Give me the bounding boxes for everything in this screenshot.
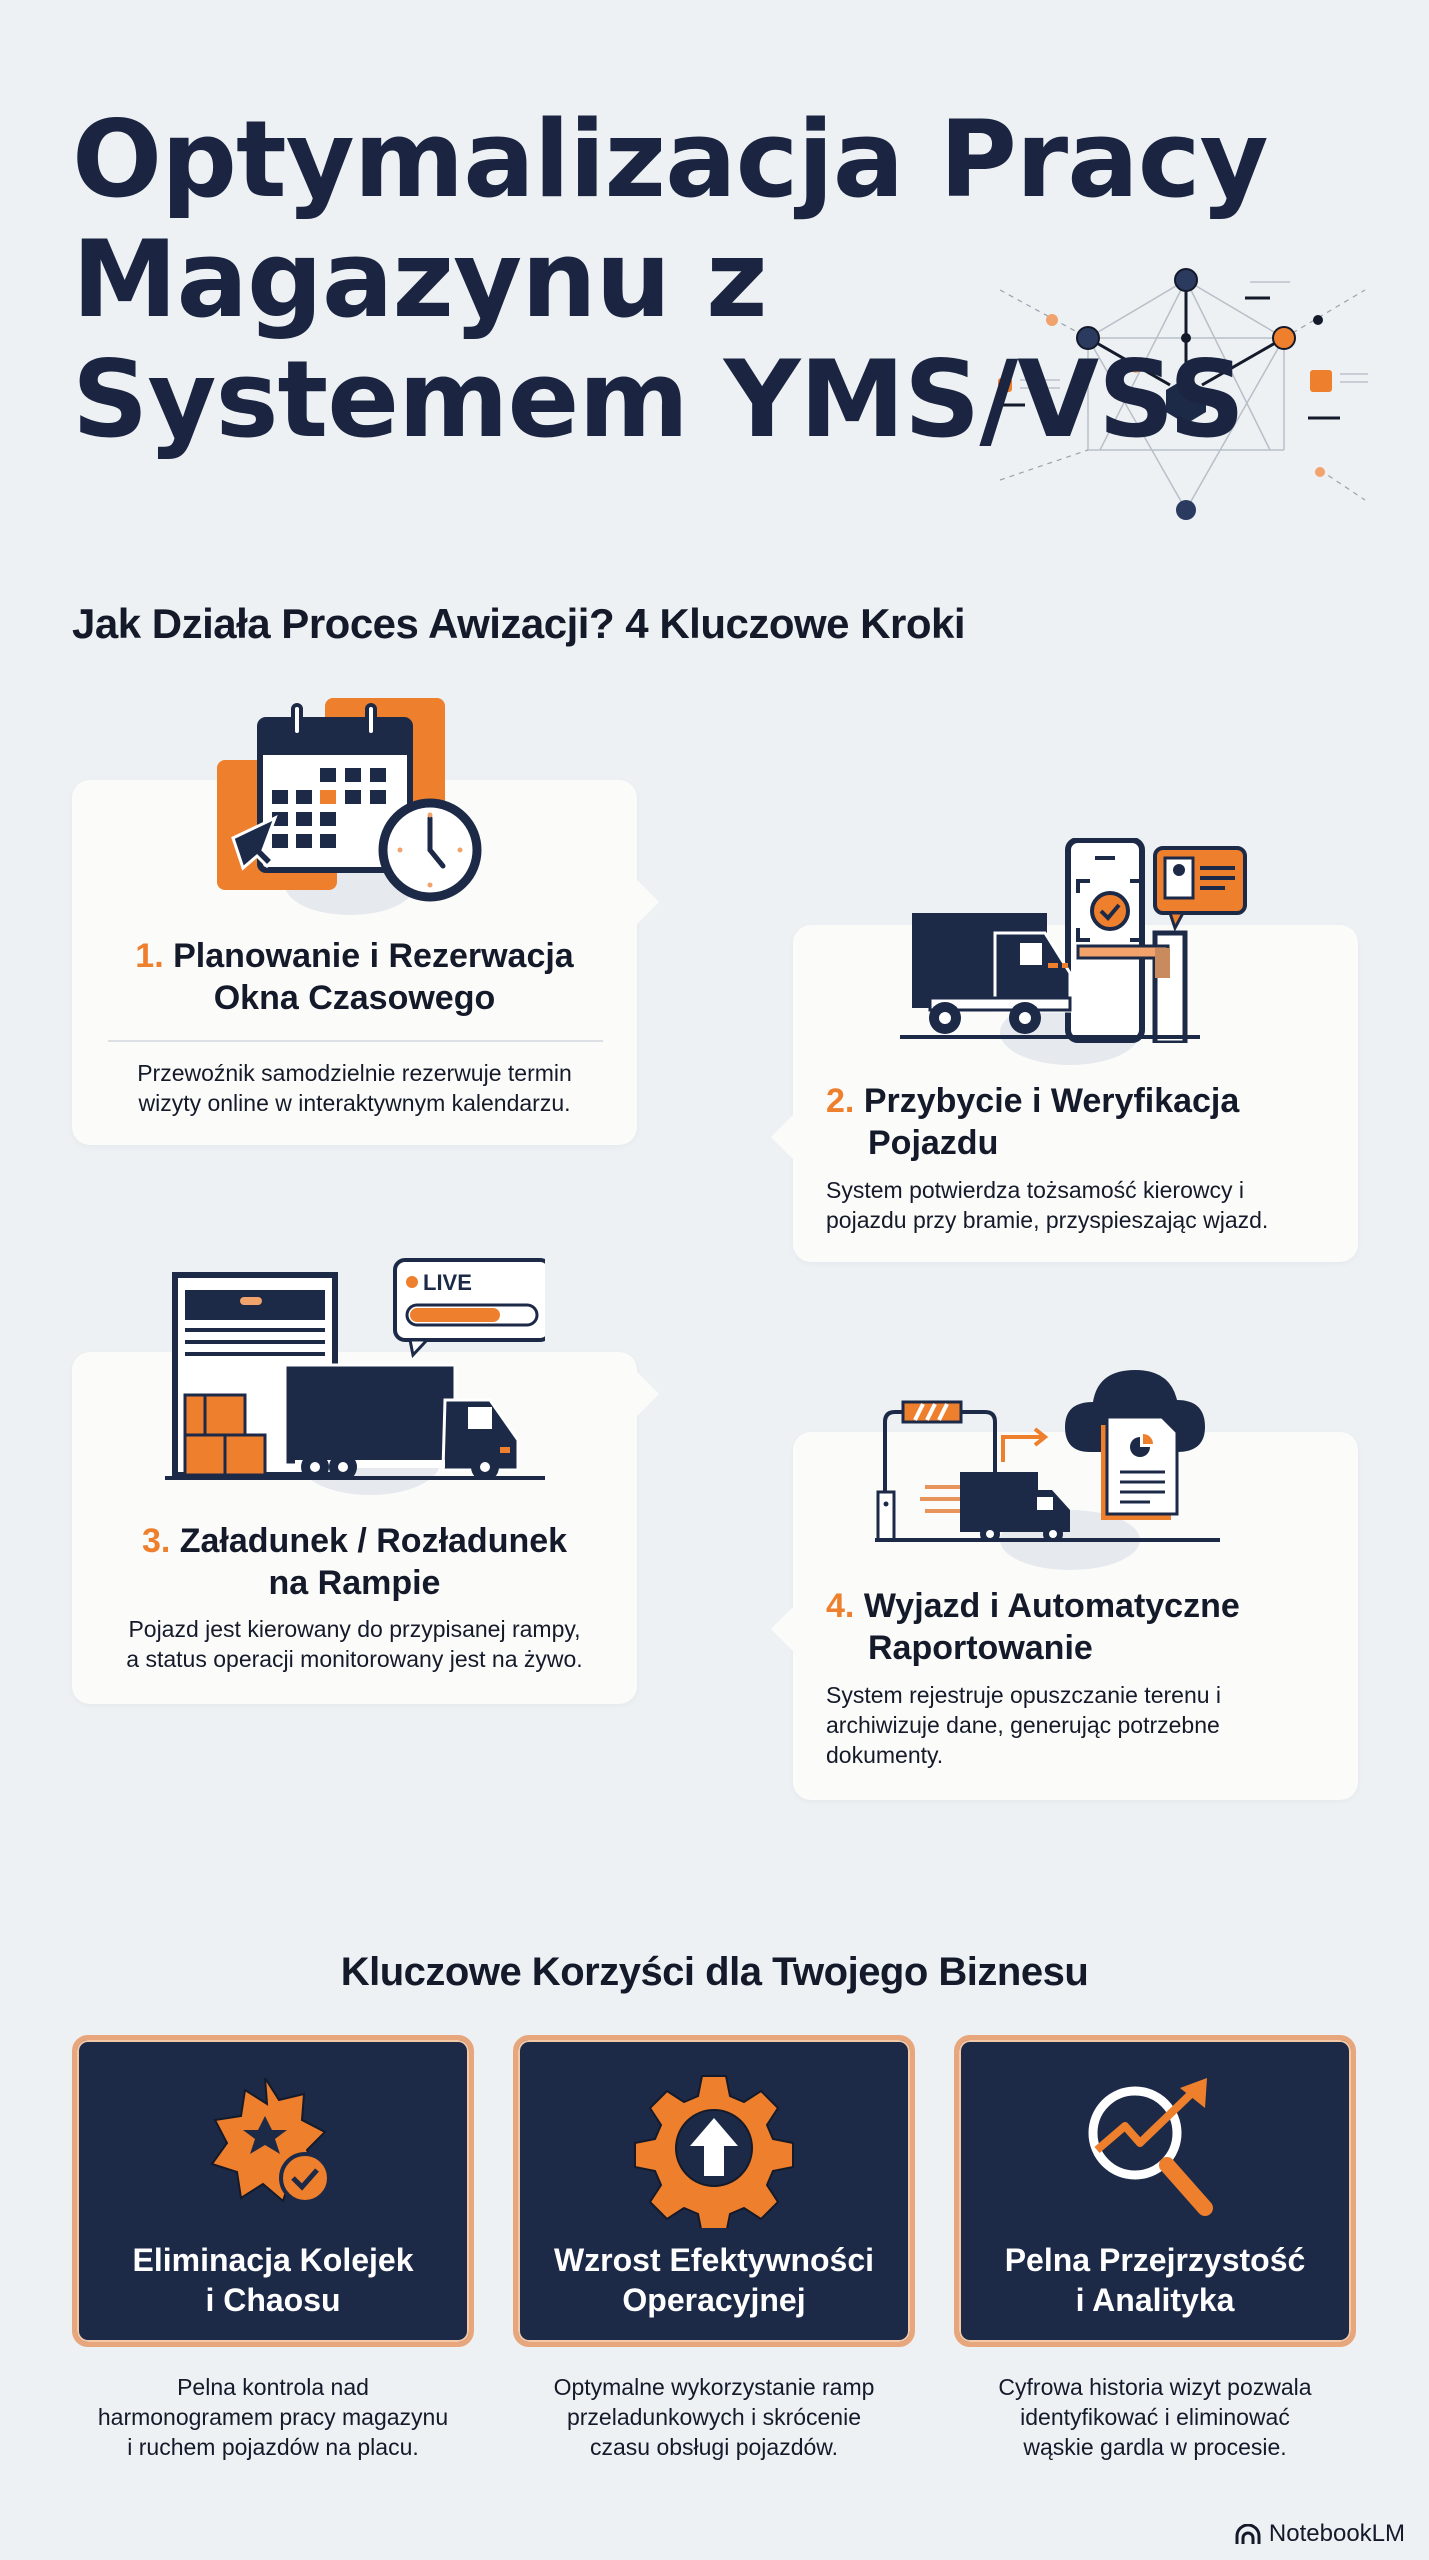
benefit-2-title: Wzrost Efektywności Operacyjnej: [553, 2242, 875, 2318]
process-section-title: Jak Działa Proces Awizacji? 4 Kluczowe Kroki: [72, 600, 966, 647]
truck-gate-verification-icon: [900, 838, 1280, 1043]
benefit-1-title: Eliminacja Kolejek i Chaosu: [132, 2242, 414, 2318]
notebooklm-brand: [1235, 2520, 1405, 2548]
benefits-section-title: Kluczowe Korzyści dla Twojego Biznesu: [340, 1950, 1089, 1994]
benefit-card-3: [954, 2035, 1356, 2347]
step-2-number: 2.: [826, 1082, 855, 1120]
benefit-2-description: Optymalne wykorzystanie ramp przeladunkowych i skrócenie czasu obsługi pojazdów.: [553, 2374, 875, 2460]
magnifier-trend-icon: [1075, 2068, 1235, 2228]
gear-arrow-up-icon: [634, 2068, 794, 2228]
live-badge: LIVE: [423, 1270, 472, 1295]
step-3-number: 3.: [141, 1522, 171, 1560]
page-title: [72, 100, 1268, 460]
step-4-number: 4.: [826, 1587, 855, 1625]
benefit-card-1: [72, 2035, 474, 2347]
truck-cloud-report-icon: [875, 1362, 1220, 1542]
step-2-title: 2. Przybycie i Weryfikacja Pojazdu: [826, 1082, 1240, 1162]
benefit-3-title: Pelna Przejrzystość i Analityka: [1004, 2242, 1306, 2318]
step-3-title: 3. Załadunek / Rozładunek na Rampie: [141, 1522, 568, 1602]
step-1-divider: [108, 1040, 603, 1042]
calendar-clock-icon: [215, 690, 495, 905]
brand-name: NotebookLM: [1268, 2520, 1405, 2547]
title-line-2: Magazynu z: [72, 218, 767, 341]
step-4-description: System rejestruje opuszczanie terenu i archiwizuje dane, generując potrzebne dokumenty.: [826, 1682, 1222, 1768]
benefit-1-description: Pelna kontrola nad harmonogramem pracy magazynu i ruchem pojazdów na placu.: [97, 2374, 449, 2460]
step-1-description: Przewoźnik samodzielnie rezerwuje termin wizyty online w interaktywnym kalendarzu.: [137, 1060, 572, 1116]
benefit-3-description: Cyfrowa historia wizyt pozwala identyfikować i eliminować wąskie gardla w procesie.: [998, 2374, 1312, 2460]
step-1-title: 1. Planowanie i Rezerwacja Okna Czasowego: [135, 937, 574, 1017]
title-line-1: Optymalizacja Pracy: [72, 98, 1268, 221]
step-3-description: Pojazd jest kierowany do przypisanej rampy, a status operacji monitorowany jest na żywo.: [126, 1616, 583, 1672]
step-1-number: 1.: [135, 937, 164, 975]
title-line-3: Systemem YMS/VSS: [72, 338, 1245, 461]
notebooklm-logo-icon: [1235, 2524, 1261, 2544]
step-2-description: System potwierdza tożsamość kierowcy i pojazdu przy bramie, przyspieszając wjazd.: [826, 1177, 1269, 1233]
badge-check-icon: [193, 2068, 353, 2218]
benefit-card-2: [513, 2035, 915, 2347]
step-4-title: 4. Wyjazd i Automatyczne Raportowanie: [826, 1587, 1240, 1667]
loading-dock-truck-icon: [165, 1255, 545, 1480]
